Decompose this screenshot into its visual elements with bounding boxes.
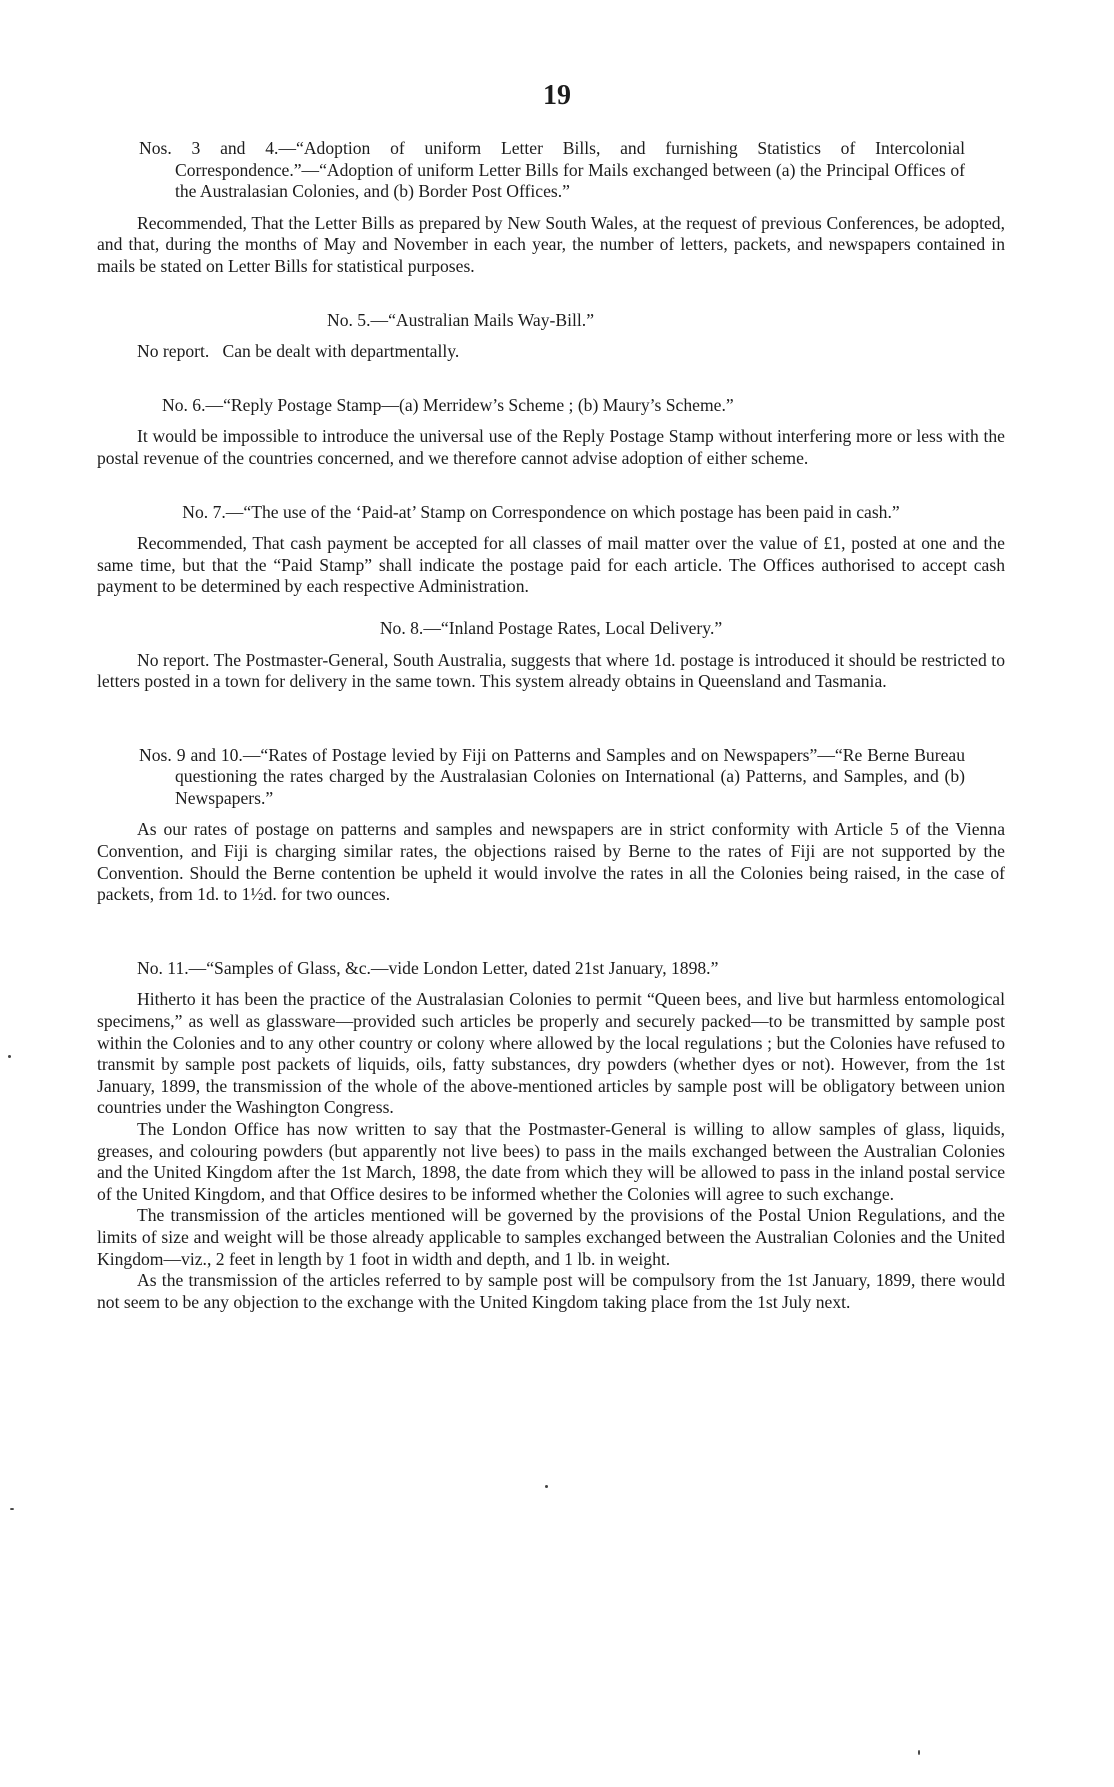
paragraph: The transmission of the articles mentioned will be governed by the provisions of the Postal Union Regulations, and the limits of size and weight will be those already applicable to samples exchanged between the Australian Colonies and the United Kingdom—viz., 2 feet in length by 1 foot in width and depth, and 1 lb. in weight. <box>97 1205 1005 1269</box>
section-heading: No. 8.—“Inland Postage Rates, Local Delivery.” <box>379 617 723 638</box>
section-no-7 <box>97 502 1005 598</box>
scan-speck <box>918 1750 920 1755</box>
paragraph: No report. Can be dealt with departmentally. <box>137 341 460 362</box>
scan-speck <box>545 1485 548 1488</box>
scan-speck <box>10 1508 14 1510</box>
paragraph: The London Office has now written to say that the Postmaster-General is willing to allow samples of glass, liquids, greases, and colouring powders (but apparently not live bees) to pass in the mails exchanged between the Australian Colonies and the United Kingdom after the 1st March, 1898, the date from which they will be allowed to pass in the inland postal service of the United Kingdom, and that Office desires to be informed whether the Colonies will agree to such exchange. <box>97 1119 1005 1204</box>
paragraph: It would be impossible to introduce the universal use of the Reply Postage Stamp without interfering more or less with the postal revenue of the countries concerned, and we therefore cannot advise adoption of either scheme. <box>97 426 1005 468</box>
section-no-11 <box>97 958 1005 1314</box>
section-heading: No. 7.—“The use of the ‘Paid-at’ Stamp on Correspondence on which postage has been paid in cash.” <box>182 501 900 522</box>
section-nos-9-10 <box>97 745 1005 906</box>
page-content <box>97 138 1005 1313</box>
section-heading: No. 6.—“Reply Postage Stamp—(a) Merridew’s Scheme ; (b) Maury’s Scheme.” <box>162 394 734 415</box>
paragraph: Recommended, That cash payment be accepted for all classes of mail matter over the value of £1, posted at one and the same time, but that the “Paid Stamp” shall indicate the postage paid for each article. The Offices authorised to accept cash payment to be determined by each respective Administration. <box>97 533 1005 597</box>
paragraph: Recommended, That the Letter Bills as prepared by New South Wales, at the request of previous Conferences, be adopted, and that, during the months of May and November in each year, the number of letters, packets, and newspapers contained in mails be stated on Letter Bills for statistical purposes. <box>97 212 1005 276</box>
section-heading: No. 11.—“Samples of Glass, &c.—vide London Letter, dated 21st January, 1898.” <box>137 957 719 978</box>
page-number: 19 <box>543 80 571 111</box>
paragraph: As the transmission of the articles referred to by sample post will be compulsory from the 1st January, 1899, there would not seem to be any objection to the exchange with the United Kingdom taking place from the 1st July next. <box>97 1270 1005 1312</box>
section-no-6 <box>97 395 1005 470</box>
section-heading: Nos. 9 and 10.—“Rates of Postage levied by Fiji on Patterns and Samples and on Newspapers”—“Re Berne Bureau questioning the rates charged by the Australasian Colonies on International (a) Patterns, and Samples, and (b) Newspapers.” <box>139 744 965 808</box>
section-heading: Nos. 3 and 4.—“Adoption of uniform Letter Bills, and furnishing Statistics of Intercolonial Correspondence.”—“Adoption of uniform Letter Bills for Mails exchanged between (a) the Principal Offices of the Australasian Colonies, and (b) Border Post Offices.” <box>139 138 965 202</box>
scan-speck <box>8 1055 11 1058</box>
section-heading: No. 5.—“Australian Mails Way-Bill.” <box>327 309 595 330</box>
paragraph: Hitherto it has been the practice of the Australasian Colonies to permit “Queen bees, and live but harmless entomological specimens,” as well as glassware—provided such articles be properly and securely packed—to be transmitted by sample post within the Colonies and to any other country or colony where allowed by the local regulations ; but the Colonies have refused to transmit by sample post packets of liquids, oils, fatty substances, dry powders (whether dyes or not). However, from the 1st January, 1899, the transmission of the whole of the above-mentioned articles by sample post will be obligatory between union countries under the Washington Congress. <box>97 989 1005 1118</box>
section-nos-3-4 <box>97 138 1005 278</box>
paragraph: No report. The Postmaster-General, South Australia, suggests that where 1d. postage is introduced it should be restricted to letters posted in a town for delivery in the same town. This system already obtains in Queensland and Tasmania. <box>97 649 1005 692</box>
section-no-5 <box>97 310 1005 363</box>
section-no-8 <box>97 618 1005 693</box>
paragraph: As our rates of postage on patterns and samples and newspapers are in strict conformity with Article 5 of the Vienna Convention, and Fiji is charging similar rates, the objections raised by Berne to the rates of Fiji are not supported by the Convention. Should the Berne contention be upheld it would involve the rates in all the Colonies being raised, in the case of packets, from 1d. to 1½d. for two ounces. <box>97 819 1005 905</box>
